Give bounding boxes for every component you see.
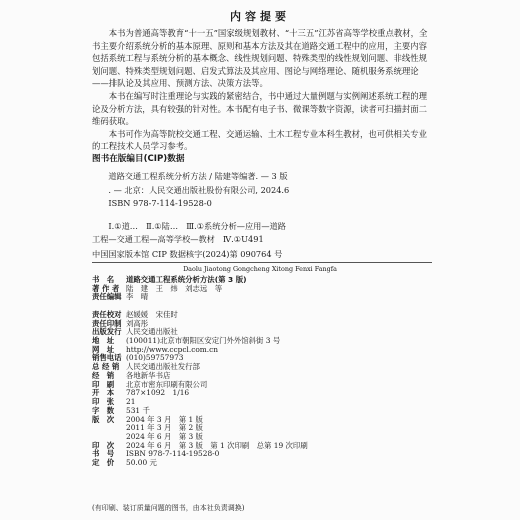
cip-heading: 图书在版编目(CIP)数据 bbox=[92, 154, 185, 164]
cip-block bbox=[92, 170, 432, 247]
detail-value: 人民交通出版社发行部 bbox=[126, 362, 200, 372]
detail-value: 北京市密东印刷有限公司 bbox=[126, 379, 208, 389]
detail-value: (100011)北京市朝阳区安定门外外馆斜街 3 号 bbox=[126, 336, 281, 346]
detail-value: ISBN 978-7-114-19528-0 bbox=[126, 449, 220, 459]
divider bbox=[92, 262, 432, 263]
cip-line: . — 北京：人民交通出版社股份有限公司, 2024.6 bbox=[108, 184, 290, 195]
detail-label: 字 数 bbox=[92, 405, 115, 415]
detail-value: (010)59757973 bbox=[126, 353, 184, 363]
detail-label: 责任印制 bbox=[92, 318, 122, 328]
detail-label: 地 址 bbox=[92, 336, 115, 346]
pinyin-title: Daolu Jiaotong Gongcheng Xitong Fenxi Fangfa bbox=[183, 265, 337, 273]
detail-label: 经 销 bbox=[92, 370, 115, 380]
cip-line: 道路交通工程系统分析方法 / 陆建等编著. — 3 版 bbox=[108, 171, 288, 181]
detail-value: 刘高彤 bbox=[126, 318, 149, 328]
summary-paragraph: 本书可作为高等院校交通工程、交通运输、土木工程专业本科生教材，也可供相关专业的工程技术人员学习参考。 bbox=[92, 128, 428, 152]
cip-record-number: 中国国家版本馆 CIP 数据核字(2024)第 090764 号 bbox=[92, 249, 283, 259]
detail-label: 书 名 bbox=[92, 275, 115, 284]
summary-heading: 内容提要 bbox=[230, 10, 290, 23]
detail-value: 787×1092 1/16 bbox=[126, 388, 190, 398]
detail-value: 陆 建 王 炜 刘志远 等 bbox=[126, 283, 223, 293]
detail-label: 印 张 bbox=[92, 397, 115, 407]
detail-value: 2004 年 3 月 第 1 版 bbox=[126, 414, 203, 424]
detail-label: 总 经 销 bbox=[92, 362, 120, 372]
detail-label: 版 次 bbox=[92, 414, 115, 424]
summary-paragraph: 本书为普通高等教育“十一五”国家级规划教材、“十三五”江苏省高等学校重点教材，全书主要介绍系统分析的基本原理、原则和基本方法及其在道路交通工程中的应用，主要内容包括系统工程与系统分析的基本概念、线性规划问题、特殊类型的线性规划问题、非线性规划问题、特殊类型规划问题、启发式算法及其应用、图论与网络理论、随机服务系统理论——排队论及其应用、预测方法、决策方法等。 bbox=[92, 28, 428, 89]
detail-row bbox=[92, 293, 432, 302]
summary-paragraph: 本书在编写时注重理论与实践的紧密结合，书中通过大量例题与实例阐述系统工程的理论及分析方法，具有较强的针对性。本书配有电子书、微课等数字资源，读者可扫描封面二维码获取。 bbox=[92, 90, 428, 127]
cip-class-line: Ⅰ.①道… Ⅱ.①陆… Ⅲ.①系统分析—应用—道路 bbox=[108, 220, 286, 231]
detail-value: 各地新华书店 bbox=[126, 370, 171, 380]
detail-label: 印 次 bbox=[92, 440, 115, 450]
detail-label: 网 址 bbox=[92, 344, 115, 354]
cip-class-line: 工程—交通工程—高等学校—教材 Ⅳ.①U491 bbox=[92, 234, 264, 244]
detail-value: 531 千 bbox=[126, 405, 150, 415]
detail-value: 2011 年 3 月 第 2 版 bbox=[126, 423, 203, 433]
detail-row bbox=[92, 459, 432, 468]
detail-label: 出版发行 bbox=[92, 327, 122, 337]
detail-value: 人民交通出版社 bbox=[126, 327, 178, 337]
detail-label: 著 作 者 bbox=[92, 283, 120, 293]
detail-row bbox=[92, 389, 432, 398]
publication-details bbox=[92, 276, 432, 468]
detail-label bbox=[92, 424, 126, 433]
footnote: (有印刷、装订质量问题的图书，由本社负责调换) bbox=[92, 504, 245, 512]
detail-value: 赵媛媛 宋佳时 bbox=[126, 309, 178, 319]
detail-value: 2024 年 6 月 第 3 版 第 1 次印刷 总第 19 次印刷 bbox=[126, 440, 308, 450]
detail-label: 责任校对 bbox=[92, 309, 122, 319]
detail-value: http://www.ccpcl.com.cn bbox=[126, 344, 219, 354]
detail-label: 销售电话 bbox=[92, 353, 122, 363]
detail-value: 2024 年 6 月 第 3 版 bbox=[126, 431, 203, 441]
detail-label: 开 本 bbox=[92, 388, 115, 398]
detail-label: 书 号 bbox=[92, 449, 115, 459]
detail-value: 道路交通工程系统分析方法(第 3 版) bbox=[126, 275, 247, 284]
summary-text bbox=[92, 27, 432, 153]
detail-value: 21 bbox=[126, 397, 136, 407]
cip-line: ISBN 978-7-114-19528-0 bbox=[108, 198, 212, 208]
detail-label: 印 刷 bbox=[92, 379, 115, 389]
detail-label: 定 价 bbox=[92, 458, 115, 468]
detail-value: 50.00 元 bbox=[126, 458, 157, 468]
detail-value: 李 晴 bbox=[126, 292, 149, 302]
detail-label: 责任编辑 bbox=[92, 292, 122, 302]
